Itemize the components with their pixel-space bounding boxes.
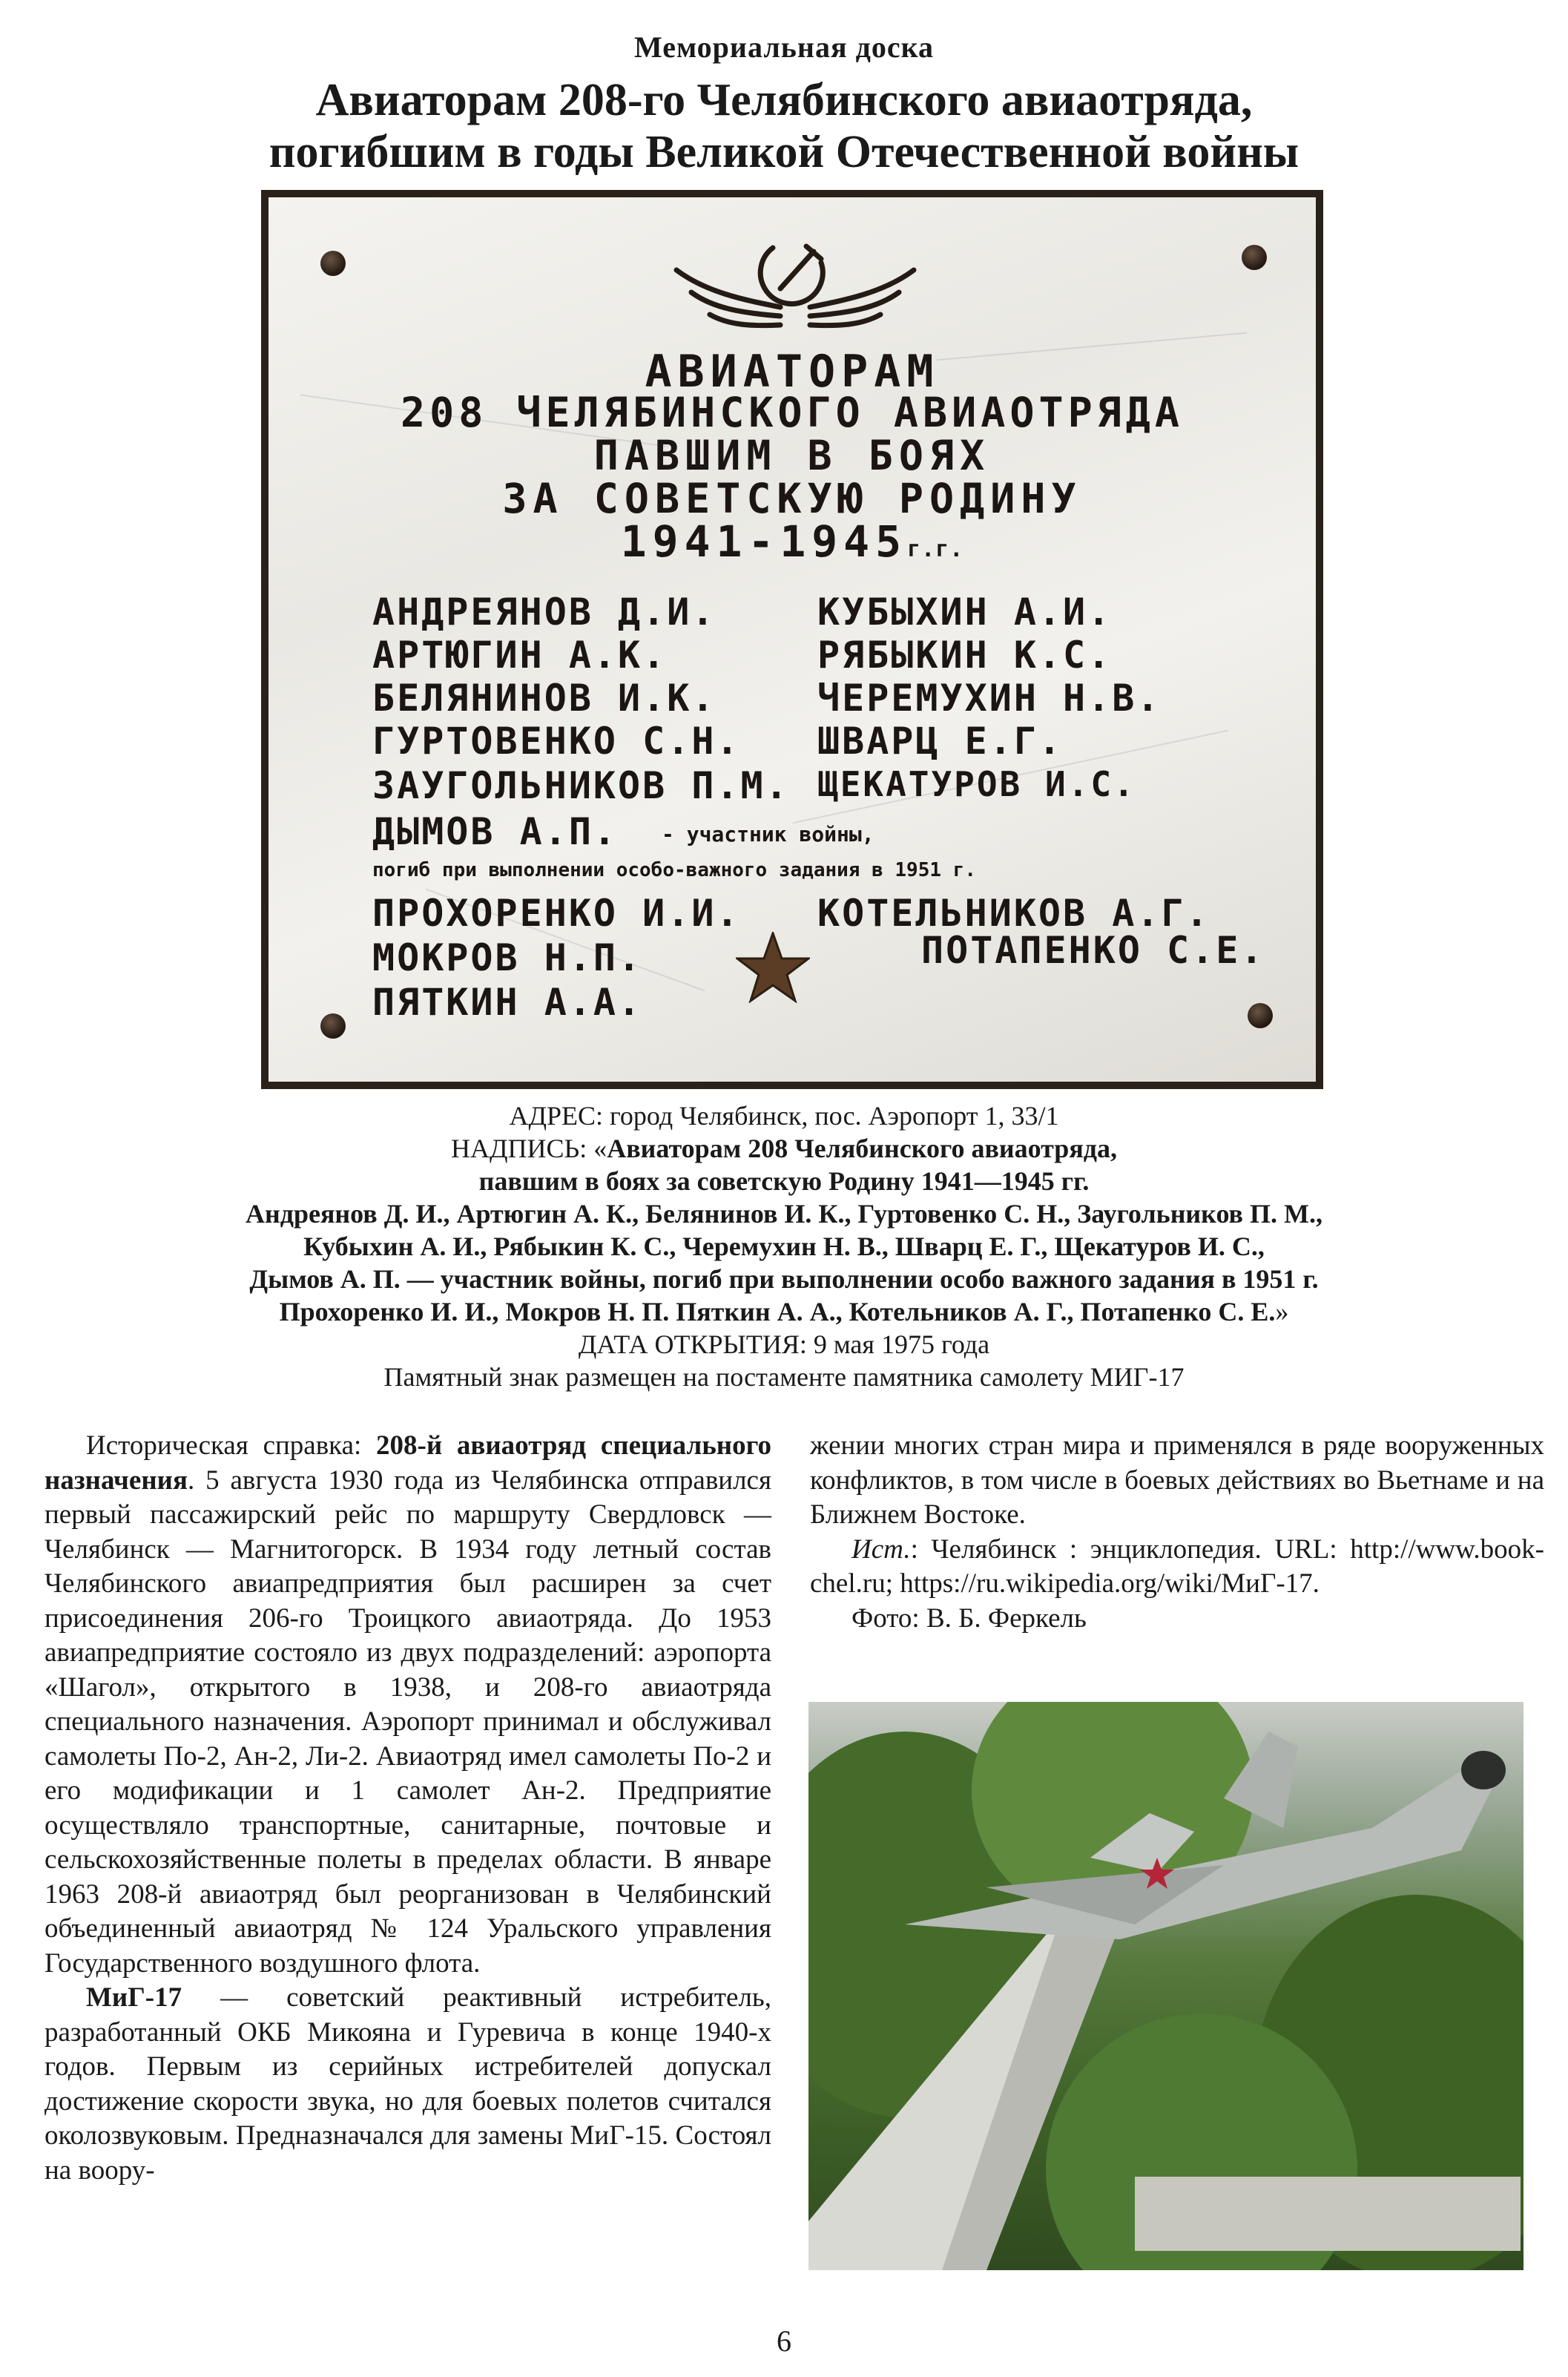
caption-opening-date: ДАТА ОТКРЫТИЯ: 9 мая 1975 года (578, 1329, 990, 1359)
plaque-line-4: ЗА СОВЕТСКУЮ РОДИНУ (502, 475, 1082, 522)
plaque-name-dymov: ДЫМОВ А.П. (372, 810, 619, 853)
caption-inscription-line6: Прохоренко И. И., Мокров Н. П. Пяткин А. А., Котельников А. Г., Потапенко С. Е.» (279, 1297, 1289, 1326)
mig17-paragraph: МиГ-17 — советский реактивный истребитель, разработанный ОКБ Микояна и Гуревича в конце 1940-х годов. Первым из серийных истребителей допускал достижение скорости звука, но для боевых полетов считался околозвуковым. Предназначался для замены МиГ-15. Состоял на воору- (45, 1982, 771, 2186)
plaque-line-3: ПАВШИМ В БОЯХ (593, 432, 991, 479)
plaque-name-right-0: КУБЫХИН А.И. (817, 591, 1113, 634)
historical-note-paragraph: Историческая справка: 208-й авиаотряд специального назначения. 5 августа 1930 года из Челябинска отправился первый пассажирский рейс по маршруту Свердловск — Челябинск — Магнитогорск. В 1934 году летный состав Челябинского авиапредприятия был расширен за счет присоединения 206-го Троицкого авиаотряда. До 1953 авиапредприятие состояло из двух подразделений: аэропорта «Шагол», открытого в 1938, и 208-го авиаотряда специального назначения. Аэропорт принимал и обслуживал самолеты По-2, Ан-2, Ли-2. Авиаотряд имел самолеты По-2 и его модификации и 1 самолет Ан-2. Предприятие осуществляло транспортные, санитарные, почтовые и сельскохозяйственные полеты в пределах области. В январе 1963 208-й авиаотряд был реорганизован в Челябинский объединенный авиаотряд № 124 Уральского управления Государственного воздушного флота. (45, 1430, 771, 1979)
page-title-line2: погибшим в годы Великой Отечественной войны (269, 127, 1299, 177)
caption-address: АДРЕС: город Челябинск, пос. Аэропорт 1, 33/1 (509, 1101, 1059, 1131)
left-column (45, 1429, 771, 2188)
plaque-name-prokhorenko: ПРОХОРЕНКО И.И. (372, 892, 741, 935)
right-column (810, 1429, 1544, 1636)
plaque-line-1: АВИАТОРАМ (645, 346, 940, 398)
star-icon (736, 932, 810, 1003)
jet-monument-graphic (808, 1702, 1523, 2270)
hammer-sickle-wings-emblem-icon (669, 218, 921, 337)
bolt-icon (320, 251, 346, 276)
caption-inscription-line2: павшим в боях за советскую Родину 1941—1945 гг. (478, 1166, 1090, 1196)
plaque-name-right-2: ЧЕРЕМУХИН Н.В. (817, 677, 1162, 720)
plaque-name-right-1: РЯБЫКИН К.С. (817, 634, 1113, 677)
bolt-icon (1248, 1003, 1273, 1028)
source-paragraph: Ист.: Челябинск : энциклопедия. URL: http://www.book-chel.ru; https://ru.wikipedia.org/wiki/МиГ-17. (810, 1533, 1544, 1599)
plaque-years-suffix: г.г. (907, 536, 964, 562)
header-kicker: Мемориальная доска (633, 30, 935, 64)
page-number: 6 (777, 2324, 791, 2358)
mig17-monument-photo (808, 1702, 1523, 2270)
plaque-dymov-note2: погиб при выполнении особо-важного задания в 1951 г. (372, 859, 976, 881)
plaque-name-pyatkin: ПЯТКИН А.А. (372, 981, 643, 1024)
plaque-name-left-2: БЕЛЯНИНОВ И.К. (372, 677, 717, 720)
mig17-paragraph-continued: жении многих стран мира и применялся в ряде вооруженных конфликтов, в том числе в боевых действиях во Вьетнаме и на Ближнем Востоке. (810, 1430, 1544, 1530)
page-title (0, 74, 1568, 178)
plaque-name-left-4: ЗАУГОЛЬНИКОВ П.М. (372, 764, 790, 807)
plaque-name-right-3: ШВАРЦ Е.Г. (817, 720, 1064, 763)
photo-credit: Фото: В. Б. Феркель (851, 1602, 1087, 1634)
caption-inscription-line5: Дымов А. П. — участник войны, погиб при выполнении особо важного задания в 1951 г. (249, 1264, 1319, 1294)
plaque-marble (269, 197, 1316, 1082)
plaque-years (269, 516, 1316, 567)
plaque-name-left-1: АРТЮГИН А.К. (372, 634, 668, 677)
plaque-name-potapenko: ПОТАПЕНКО С.Е. (921, 929, 1265, 972)
page-title-line1: Авиаторам 208-го Челябинского авиаотряда, (315, 75, 1253, 125)
plaque-name-right-4: ЩЕКАТУРОВ И.С. (817, 764, 1136, 804)
caption-inscription-line1: НАДПИСЬ: «Авиаторам 208 Челябинского авиаотряда, (450, 1134, 1118, 1163)
bolt-icon (1242, 245, 1267, 270)
plaque-name-mokrov: МОКРОВ Н.П. (372, 936, 643, 979)
plaque-name-kotelnikov: КОТЕЛЬНИКОВ А.Г. (817, 892, 1210, 935)
caption-inscription-line3: Андреянов Д. И., Артюгин А. К., Белянинов И. К., Гуртовенко С. Н., Заугольников П. М., (246, 1199, 1322, 1229)
plaque-years-value: 1941-1945 (620, 516, 908, 567)
plaque-name-left-0: АНДРЕЯНОВ Д.И. (372, 591, 717, 634)
plaque-name-left-3: ГУРТОВЕНКО С.Н. (372, 720, 741, 763)
caption-inscription-line4: Кубыхин А. И., Рябыкин К. С., Черемухин Н. В., Шварц Е. Г., Щекатуров И. С., (303, 1232, 1265, 1261)
plaque-photo (261, 190, 1323, 1089)
plaque-caption (74, 1099, 1494, 1393)
caption-note: Памятный знак размещен на постаменте памятника самолету МИГ-17 (383, 1362, 1185, 1392)
bolt-icon (320, 1013, 346, 1039)
plaque-dymov-note: - участник войны, (662, 822, 874, 846)
plaque-line-2: 208 ЧЕЛЯБИНСКОГО АВИАОТРЯДА (400, 389, 1185, 436)
